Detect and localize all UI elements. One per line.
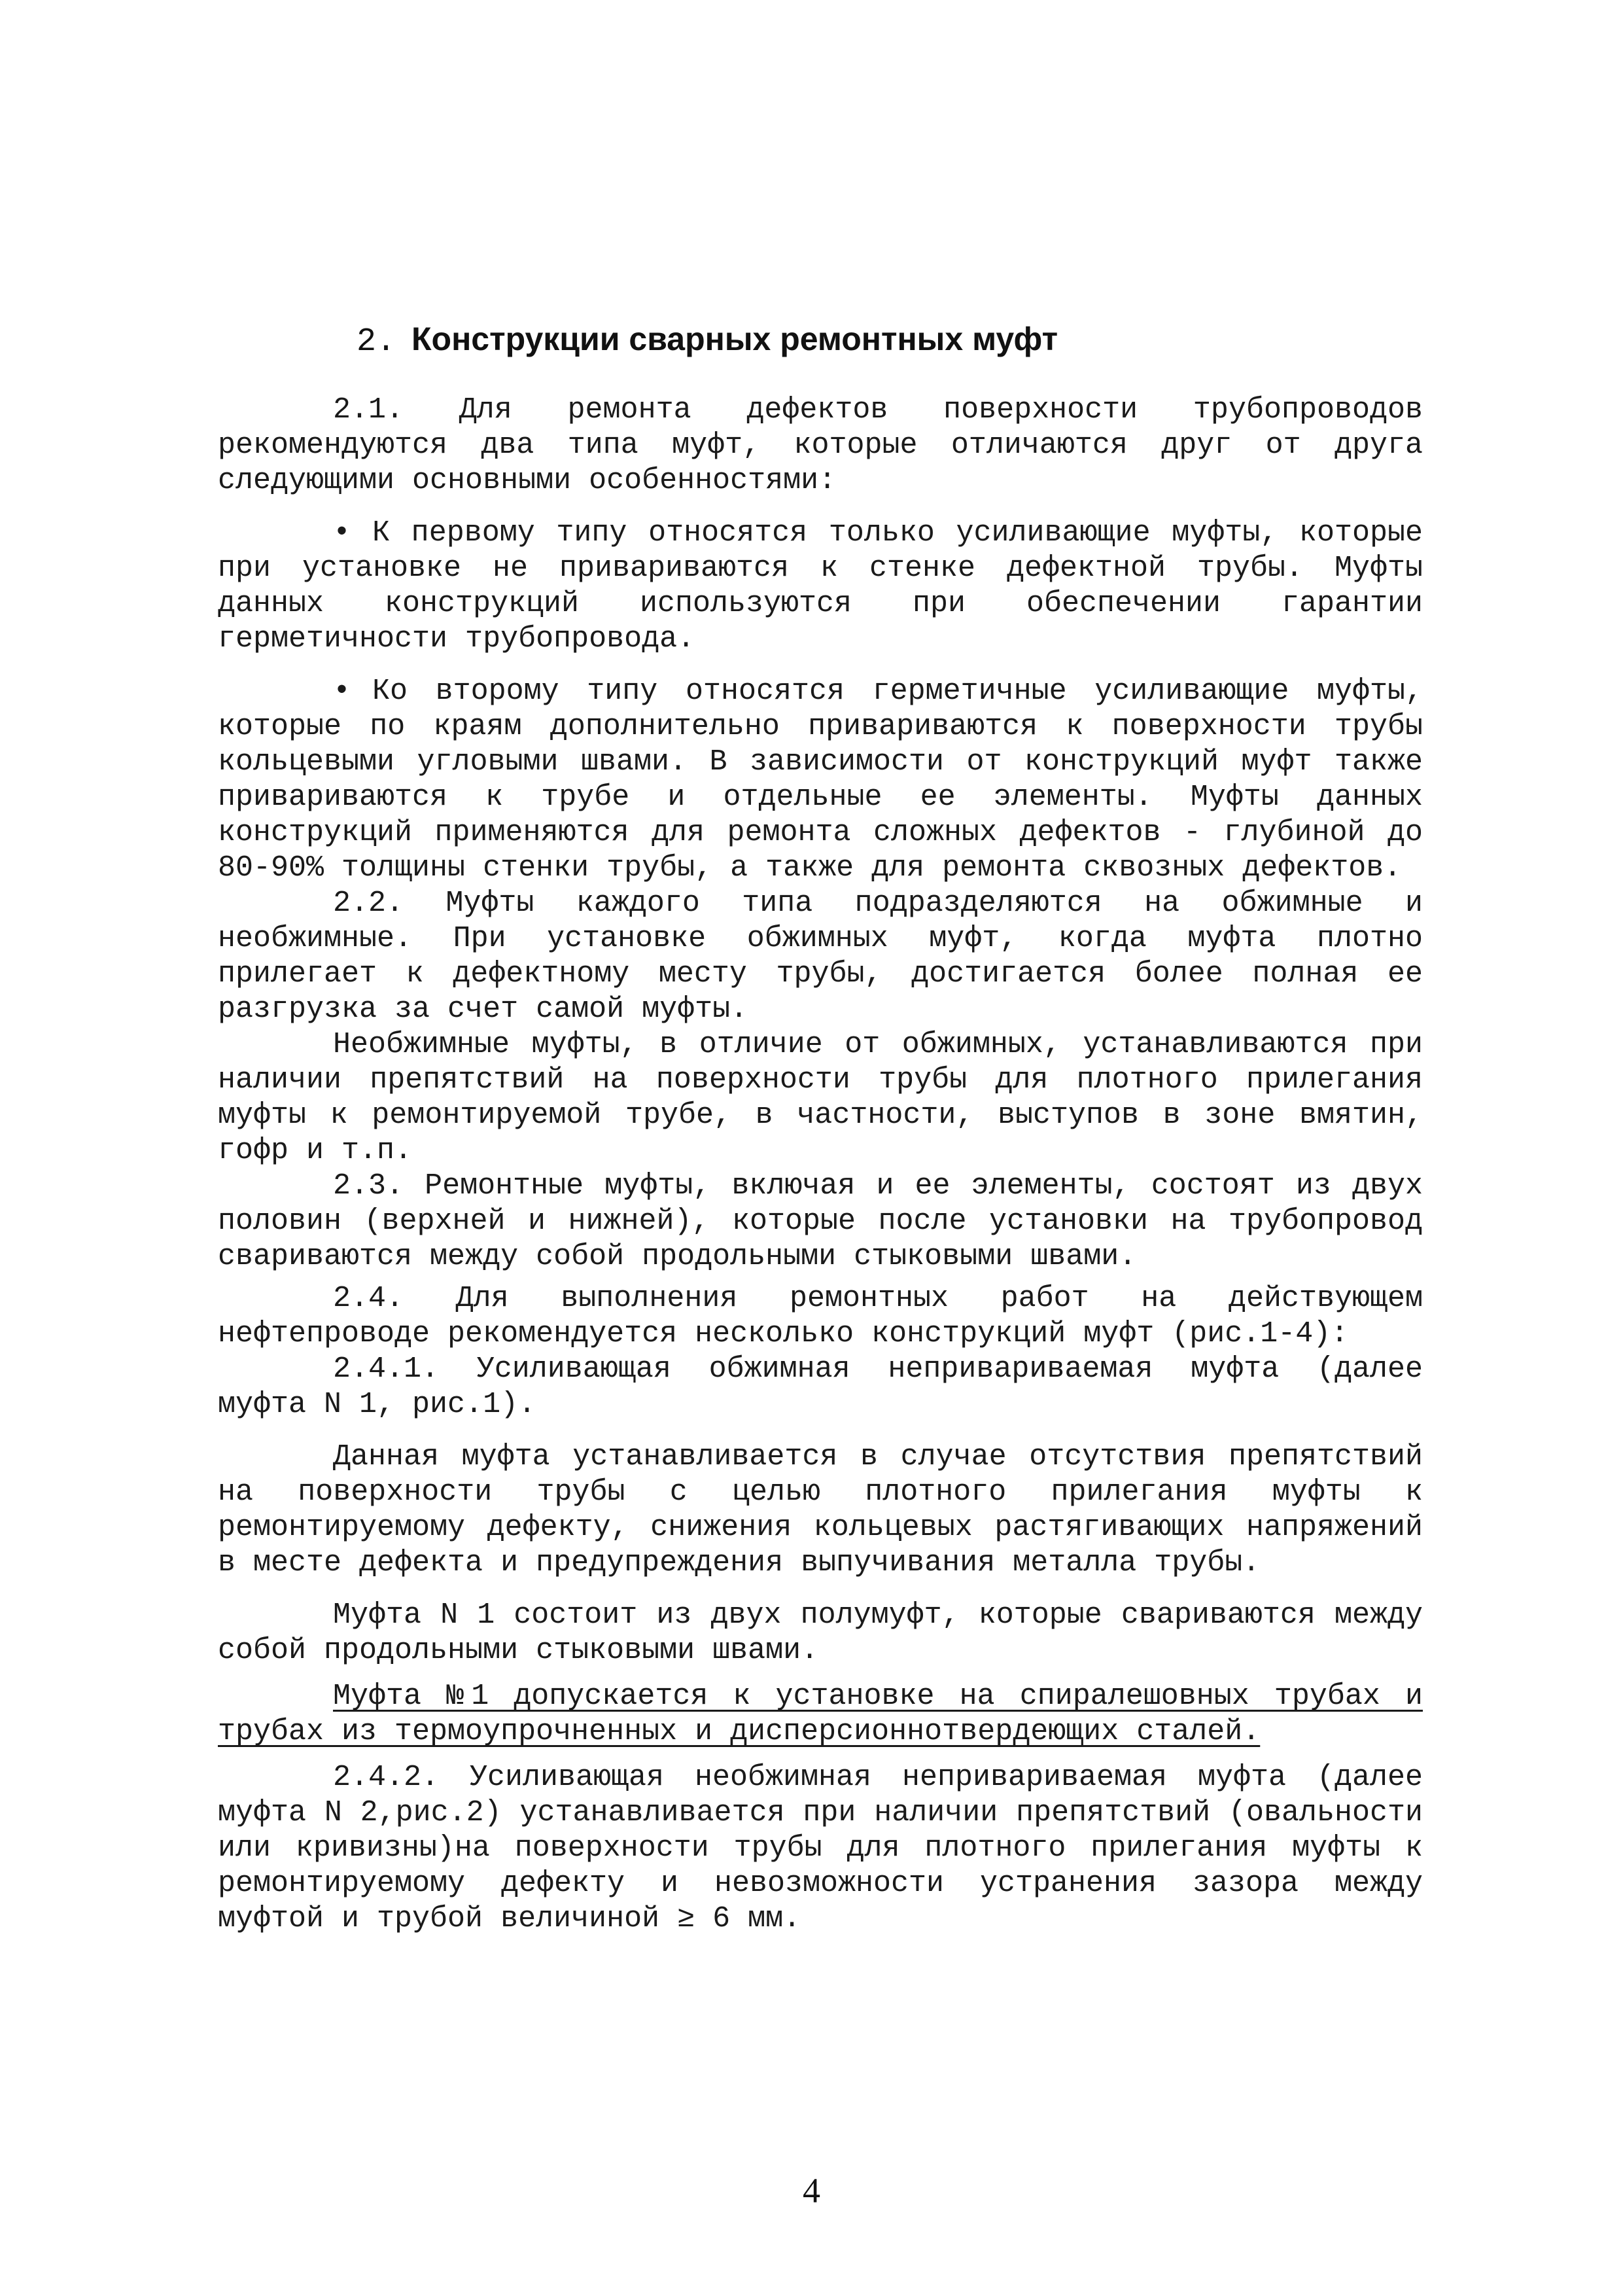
paragraph-2-2: 2.2. Муфты каждого типа подразделяются на обжимные и необжимные. При установке обжимных муфт, когда муфта плотно прилегает к дефектному месту трубы, достигается более полная ее разгрузка за счет самой муфты. [218,887,1423,1026]
bullet-item-2 [218,674,1423,886]
section-heading [357,319,1058,362]
section-number: 2. [357,323,396,361]
paragraph-2-3: 2.3. Ремонтные муфты, включая и ее элементы, состоят из двух половин (верхней и нижней), которые после установки на трубопровод свариваются между собой продольными стыковыми швами. [218,1169,1423,1273]
paragraph-2-4-1: 2.4.1. Усиливающая обжимная непривариваемая муфта (далее муфта N 1, рис.1). [218,1352,1423,1421]
bullet-item-1-text: К первому типу относятся только усиливающие муфты, которые при установке не привариваются к стенке дефектной трубы. Муфты данных конструкций используются при обеспечении гарантии герметичности трубопровода. [218,516,1423,656]
paragraph-2-4-1-description: Данная муфта устанавливается в случае отсутствия препятствий на поверхности трубы с целью плотного прилегания муфты к ремонтируемому дефекту, снижения кольцевых растягивающих напряжений в месте дефекта и предупреждения выпучивания металла трубы. [218,1440,1423,1580]
paragraph-2-4-1-note [218,1679,1423,1750]
bullet-icon: • [333,675,351,708]
bullet-item-2-text: Ко второму типу относятся герметичные усиливающие муфты, которые по краям дополнительно привариваются к поверхности трубы кольцевыми угловыми швами. В зависимости от конструкций муфт также привариваются к трубе и отдельные ее элементы. Муфты данных конструкций применяются для ремонта сложных дефектов - глубиной до 80-90% толщины стенки трубы, а также для ремонта сквозных дефектов. [218,675,1423,885]
paragraph-2-2-continued: Необжимные муфты, в отличие от обжимных, устанавливаются при наличии препятствий на поверхности трубы для плотного прилегания муфты к ремонтируемой трубе, в частности, выступов в зоне вмятин, гофр и т.п. [218,1028,1423,1167]
paragraph-2-1: 2.1. Для ремонта дефектов поверхности трубопроводов рекомендуются два типа муфт, которые отличаются друг от друга следующими основными особенностями: [218,393,1423,497]
section-title: Конструкции сварных ремонтных муфт [411,321,1058,357]
document-body [218,393,1423,1937]
page-number: 4 [803,2171,820,2210]
bullet-item-1 [218,516,1423,657]
paragraph-2-4-1-composition: Муфта N 1 состоит из двух полумуфт, которые свариваются между собой продольными стыковыми швами. [218,1598,1423,1667]
underlined-note: Муфта №1 допускается к установке на спиралешовных трубах и трубах из термоупрочненных и дисперсионнотвердеющих сталей. [218,1680,1423,1748]
bullet-icon: • [333,516,351,550]
paragraph-2-4-2: 2.4.2. Усиливающая необжимная непривариваемая муфта (далее муфта N 2,рис.2) устанавливается при наличии препятствий (овальности или кривизны)на поверхности трубы для плотного прилегания муфты к ремонтируемому дефекту и невозможности устранения зазора между муфтой и трубой величиной ≥ 6 мм. [218,1761,1423,1935]
paragraph-2-4: 2.4. Для выполнения ремонтных работ на действующем нефтепроводе рекомендуется несколько конструкций муфт (рис.1-4): [218,1282,1423,1351]
